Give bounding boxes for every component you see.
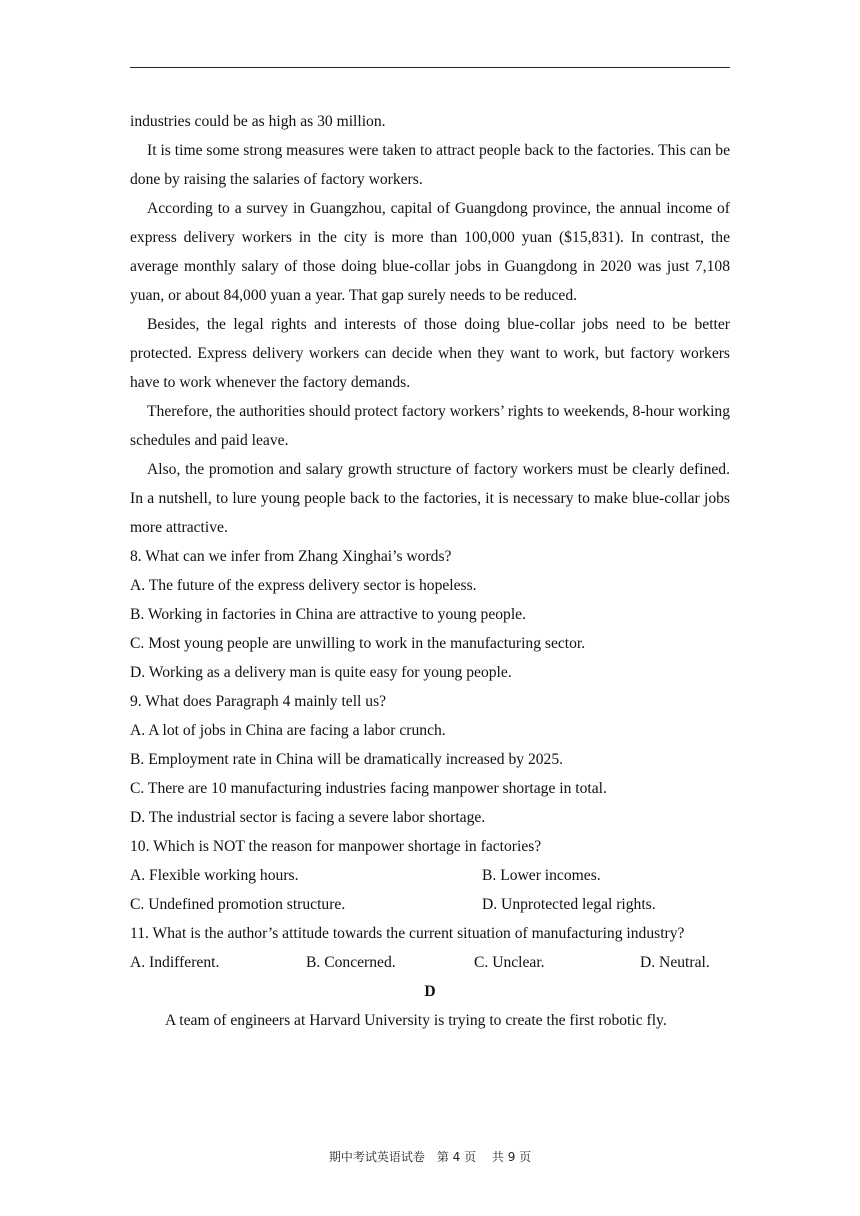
- question-11-stem: 11. What is the author’s attitude towards the current situation of manufacturing industry?: [130, 925, 685, 942]
- paragraph-authorities: Therefore, the authorities should protect factory workers’ rights to weekends, 8-hour working schedules and paid leave.: [130, 403, 730, 449]
- question-8-stem: 8. What can we infer from Zhang Xinghai’s words?: [130, 548, 452, 565]
- question-10-option-b: B. Lower incomes.: [482, 867, 601, 884]
- paragraph-promotion: Also, the promotion and salary growth structure of factory workers must be clearly defined. In a nutshell, to lure young people back to the factories, it is necessary to make blue-collar jobs more attractive.: [130, 461, 730, 536]
- question-10-stem: 10. Which is NOT the reason for manpower shortage in factories?: [130, 838, 542, 855]
- paragraph-legal-rights: Besides, the legal rights and interests of those doing blue-collar jobs need to be better protected. Express delivery workers can decide when they want to work, but factory workers have to work whenever the factory demands.: [130, 316, 730, 391]
- question-10-option-c: C. Undefined promotion structure.: [130, 896, 346, 913]
- section-d-first-line: A team of engineers at Harvard University is trying to create the first robotic fly.: [165, 1012, 667, 1029]
- question-10-row-2: [130, 890, 730, 919]
- question-11-option-d: D. Neutral.: [640, 954, 710, 971]
- question-9-option-b: B. Employment rate in China will be dramatically increased by 2025.: [130, 751, 564, 768]
- question-11-options: [130, 948, 730, 977]
- question-9-option-c: C. There are 10 manufacturing industries facing manpower shortage in total.: [130, 780, 607, 797]
- question-8-option-c: C. Most young people are unwilling to work in the manufacturing sector.: [130, 635, 586, 652]
- question-9-option-a: A. A lot of jobs in China are facing a labor crunch.: [130, 722, 446, 739]
- question-11-option-b: B. Concerned.: [306, 954, 396, 971]
- paragraph-survey: According to a survey in Guangzhou, capital of Guangdong province, the annual income of express delivery workers in the city is more than 100,000 yuan ($15,831). In contrast, the average monthly salary of those doing blue-collar jobs in Guangdong in 2020 was just 7,108 yuan, or about 84,000 yuan a year. That gap surely needs to be reduced.: [130, 200, 730, 304]
- question-8-option-d: D. Working as a delivery man is quite easy for young people.: [130, 664, 512, 681]
- header-rule: [130, 67, 730, 68]
- page-body: [130, 107, 730, 1035]
- question-11-option-c: C. Unclear.: [474, 954, 545, 971]
- question-8-option-b: B. Working in factories in China are attractive to young people.: [130, 606, 526, 623]
- paragraph-measures: It is time some strong measures were taken to attract people back to the factories. This can be done by raising the salaries of factory workers.: [130, 142, 730, 188]
- question-10-option-d: D. Unprotected legal rights.: [482, 896, 656, 913]
- page-footer: 期中考试英语试卷 第 4 页 共 9 页: [328, 1150, 532, 1164]
- question-9-option-d: D. The industrial sector is facing a severe labor shortage.: [130, 809, 486, 826]
- section-d-heading: D: [424, 983, 436, 1000]
- question-10-option-a: A. Flexible working hours.: [130, 867, 299, 884]
- question-8-option-a: A. The future of the express delivery sector is hopeless.: [130, 577, 477, 594]
- question-11-option-a: A. Indifferent.: [130, 954, 220, 971]
- paragraph-continuation: industries could be as high as 30 million.: [130, 113, 386, 130]
- question-9-stem: 9. What does Paragraph 4 mainly tell us?: [130, 693, 387, 710]
- question-10-row-1: [130, 861, 730, 890]
